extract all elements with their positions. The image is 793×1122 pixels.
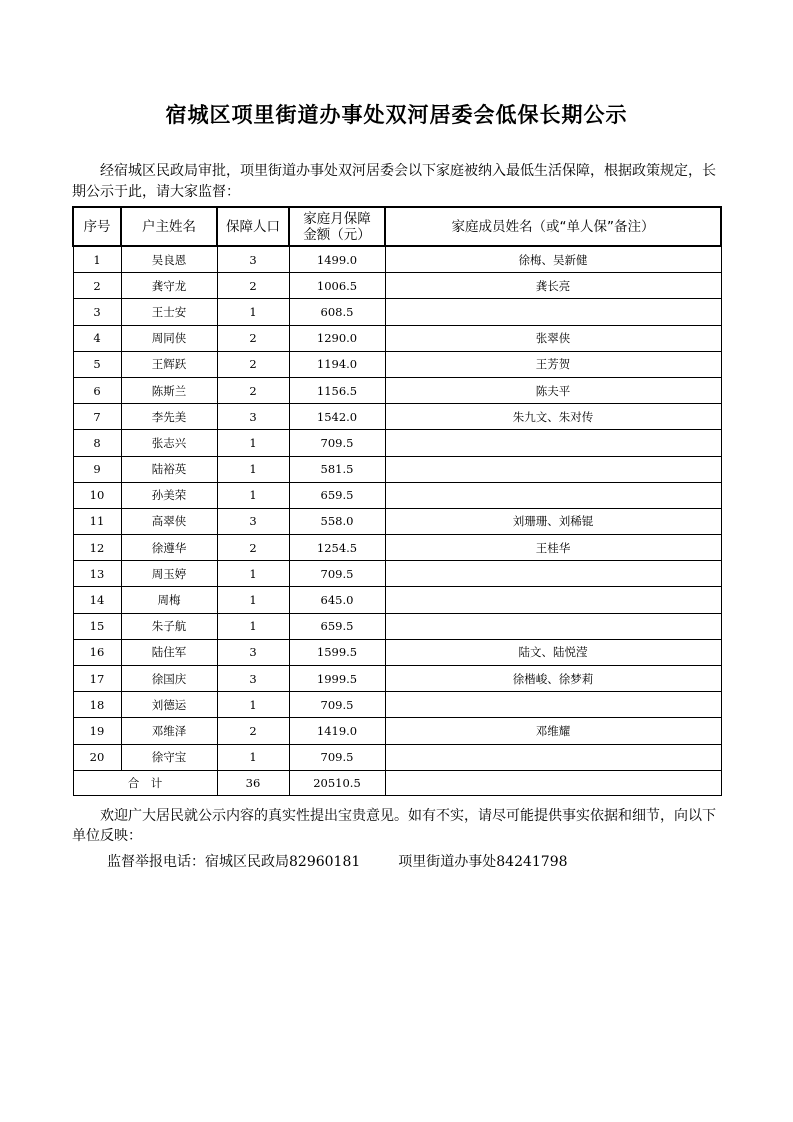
cell-count: 3 [217,508,289,534]
cell-name: 徐国庆 [121,666,217,692]
cell-name: 高翠侠 [121,508,217,534]
cell-members [385,613,721,639]
table-row [73,718,721,744]
cell-members: 刘珊珊、刘稀锟 [385,508,721,534]
table-body [73,246,721,795]
table-row [73,351,721,377]
header-members: 家庭成员姓名（或“单人保”备注） [385,207,721,246]
table-row [73,273,721,299]
cell-members: 徐楷峻、徐梦莉 [385,666,721,692]
cell-members: 张翠侠 [385,325,721,351]
cell-no: 19 [73,718,121,744]
cell-name: 朱子航 [121,613,217,639]
cell-no: 17 [73,666,121,692]
cell-no: 3 [73,299,121,325]
cell-name: 邓维泽 [121,718,217,744]
cell-amount: 1290.0 [289,325,385,351]
cell-amount: 1599.5 [289,639,385,665]
cell-no: 18 [73,692,121,718]
table-row [73,744,721,770]
cell-no: 7 [73,404,121,430]
cell-members: 王芳贺 [385,351,721,377]
cell-members [385,692,721,718]
cell-amount: 1499.0 [289,246,385,273]
cell-no: 13 [73,561,121,587]
cell-amount: 659.5 [289,613,385,639]
table-row [73,482,721,508]
table-row [73,325,721,351]
cell-no: 20 [73,744,121,770]
cell-count: 3 [217,666,289,692]
cell-count: 1 [217,692,289,718]
cell-amount: 659.5 [289,482,385,508]
cell-no: 10 [73,482,121,508]
table-row [73,508,721,534]
cell-amount: 1156.5 [289,377,385,403]
cell-members: 王桂华 [385,535,721,561]
cell-name: 陆住军 [121,639,217,665]
contact-bureau: 宿城区民政局82960181 [205,854,361,870]
cell-amount: 558.0 [289,508,385,534]
cell-count: 1 [217,299,289,325]
cell-members: 徐梅、吴新健 [385,246,721,273]
contact-office: 项里街道办事处84241798 [398,854,568,870]
cell-name: 陈斯兰 [121,377,217,403]
cell-amount: 709.5 [289,692,385,718]
cell-name: 王士安 [121,299,217,325]
cell-name: 周同侠 [121,325,217,351]
cell-count: 1 [217,482,289,508]
cell-count: 1 [217,430,289,456]
cell-name: 龚守龙 [121,273,217,299]
table-total-row [73,770,721,795]
cell-count: 2 [217,351,289,377]
cell-amount: 709.5 [289,561,385,587]
total-members [385,770,721,795]
cell-members [385,299,721,325]
cell-count: 2 [217,377,289,403]
cell-count: 3 [217,246,289,273]
page-title: 宿城区项里街道办事处双河居委会低保长期公示 [165,102,628,127]
cell-no: 1 [73,246,121,273]
cell-members [385,430,721,456]
cell-name: 徐守宝 [121,744,217,770]
cell-members: 邓维耀 [385,718,721,744]
header-name: 户主姓名 [121,207,217,246]
table-row [73,692,721,718]
cell-amount: 1254.5 [289,535,385,561]
cell-no: 2 [73,273,121,299]
intro-paragraph: 经宿城区民政局审批，项里街道办事处双河居委会以下家庭被纳入最低生活保障，根据政策规定，长期公示于此，请大家监督： [72,163,716,200]
cell-no: 11 [73,508,121,534]
table-row [73,430,721,456]
table-row [73,613,721,639]
table-row [73,456,721,482]
cell-count: 2 [217,325,289,351]
header-no: 序号 [73,207,121,246]
contact-line [107,852,568,872]
cell-members [385,744,721,770]
header-amount-line1: 家庭月保障 [303,210,371,227]
cell-name: 王辉跃 [121,351,217,377]
cell-amount: 608.5 [289,299,385,325]
cell-no: 14 [73,587,121,613]
total-count: 36 [217,770,289,795]
table-row [73,299,721,325]
cell-members [385,482,721,508]
cell-count: 1 [217,744,289,770]
table-row [73,535,721,561]
cell-no: 8 [73,430,121,456]
cell-members: 朱九文、朱对传 [385,404,721,430]
contact-label: 监督举报电话： [107,854,205,870]
cell-no: 15 [73,613,121,639]
table-row [73,246,721,273]
header-amount [289,207,385,246]
cell-name: 周梅 [121,587,217,613]
table-row [73,561,721,587]
table-row [73,377,721,403]
cell-name: 周玉婷 [121,561,217,587]
cell-amount: 1542.0 [289,404,385,430]
table-header-row [73,207,721,246]
cell-name: 刘德运 [121,692,217,718]
cell-count: 1 [217,613,289,639]
cell-amount: 1006.5 [289,273,385,299]
cell-no: 16 [73,639,121,665]
cell-count: 3 [217,639,289,665]
header-count: 保障人口 [217,207,289,246]
cell-count: 2 [217,718,289,744]
cell-count: 1 [217,561,289,587]
cell-members [385,456,721,482]
cell-count: 2 [217,273,289,299]
total-label: 合 计 [73,770,217,795]
cell-no: 5 [73,351,121,377]
cell-name: 张志兴 [121,430,217,456]
cell-name: 陆裕英 [121,456,217,482]
cell-name: 徐遵华 [121,535,217,561]
cell-name: 李先美 [121,404,217,430]
table-row [73,404,721,430]
total-amount: 20510.5 [289,770,385,795]
table-row [73,587,721,613]
cell-no: 12 [73,535,121,561]
cell-no: 6 [73,377,121,403]
outro-paragraph: 欢迎广大居民就公示内容的真实性提出宝贵意见。如有不实，请尽可能提供事实依据和细节，向以下单位反映： [72,808,716,844]
cell-count: 2 [217,535,289,561]
cell-no: 4 [73,325,121,351]
cell-amount: 709.5 [289,430,385,456]
cell-name: 吴良恩 [121,246,217,273]
table-row [73,666,721,692]
cell-amount: 1419.0 [289,718,385,744]
cell-count: 3 [217,404,289,430]
cell-members [385,561,721,587]
cell-amount: 1999.5 [289,666,385,692]
cell-amount: 709.5 [289,744,385,770]
cell-members: 陆文、陆悦滢 [385,639,721,665]
cell-no: 9 [73,456,121,482]
cell-name: 孙美荣 [121,482,217,508]
cell-count: 1 [217,456,289,482]
cell-amount: 581.5 [289,456,385,482]
cell-amount: 645.0 [289,587,385,613]
cell-members: 陈夫平 [385,377,721,403]
cell-count: 1 [217,587,289,613]
table-row [73,639,721,665]
cell-amount: 1194.0 [289,351,385,377]
header-amount-line2: 金额（元） [303,226,371,243]
allowance-table [72,206,722,796]
cell-members: 龚长亮 [385,273,721,299]
cell-members [385,587,721,613]
